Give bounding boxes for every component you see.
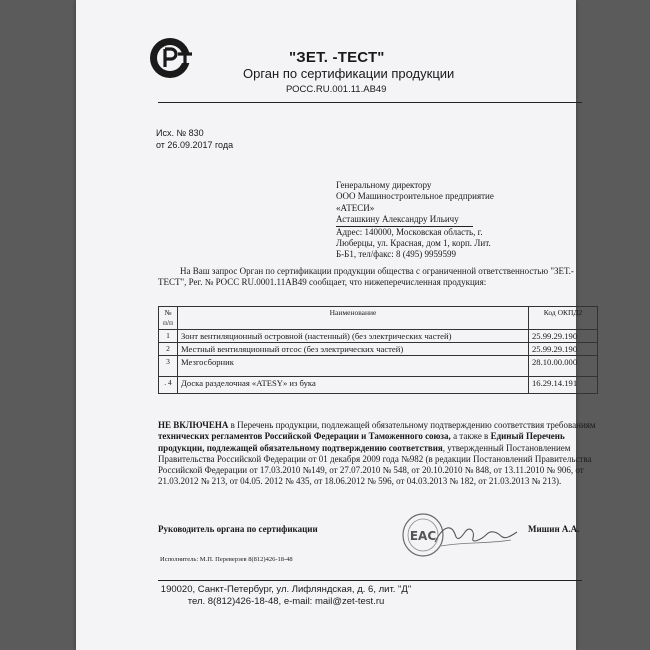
addressee-line: «АТЕСИ» — [336, 202, 375, 213]
addressee-block — [336, 180, 494, 261]
notice-bold-1: НЕ ВКЛЮЧЕНА — [158, 420, 229, 430]
addressee-line: Б-Б1, тел/факс: 8 (495) 9959599 — [336, 249, 456, 260]
row-code: 28.10.00.000 — [529, 356, 598, 377]
row-code: 16.29.14.191 — [529, 377, 598, 394]
notice-bold-3: Единый Перечень продукции, подлежащей обязательному подтверждению соответствия — [158, 431, 565, 453]
intro-paragraph — [158, 266, 578, 288]
org-subtitle: Орган по сертификации продукции — [243, 66, 455, 81]
row-name: Зонт вентиляционный островной (настенный) (без электрических частей) — [178, 330, 529, 343]
addressee-line: Люберцы, ул. Красная, дом 1, корп. Лит. — [336, 238, 491, 249]
notice-bold-2: технических регламентов Российской Федерации и Таможенного союза, — [158, 431, 451, 442]
table-row — [159, 343, 598, 356]
notice-text-1: в Перечень продукции, подлежащей обязательному подтверждению соответствия требованиям — [228, 420, 596, 430]
product-table — [158, 306, 598, 394]
addressee-name: Асташкину Александру Ильичу — [336, 214, 473, 226]
header-code: Код ОКПД2 — [529, 307, 598, 330]
intro-text: На Ваш запрос Орган по сертификации продукции общества с ограниченной ответственностью "ЗЕТ.-ТЕСТ", Рег. № РОСС RU.0001.11АВ49 сообщает, что нижеперечисленная продукция: — [158, 266, 574, 288]
row-name: Доска разделочная «ATESY» из бука — [178, 377, 529, 394]
document-sheet — [76, 0, 596, 650]
row-num: 1 — [159, 330, 178, 343]
signer-title: Руководитель органа по сертификации — [158, 524, 318, 534]
row-name: Мезгосборник — [178, 356, 529, 377]
row-num: 3 — [159, 356, 178, 377]
addressee-line: Генеральному директору — [336, 180, 432, 190]
table-row — [159, 377, 598, 394]
rst-logo-icon — [148, 34, 196, 82]
outgoing-ref — [156, 127, 233, 151]
outgoing-date: от 26.09.2017 года — [156, 140, 234, 150]
addressee-line: Адрес: 140000, Московская область, г. — [336, 226, 483, 237]
row-name: Местный вентиляционный отсос (без электрических частей) — [178, 343, 529, 356]
outgoing-number: Исх. № 830 — [156, 128, 204, 138]
row-num: 2 — [159, 343, 178, 356]
executor-note: Исполнитель: М.П. Переверзев 8(812)426-18-48 — [160, 556, 293, 563]
footer-contacts: тел. 8(812)426-18-48, e-mail: mail@zet-test.ru — [187, 596, 385, 607]
footer-divider — [158, 580, 582, 581]
table-row — [159, 356, 598, 377]
notice-text-2: а также в — [450, 431, 491, 442]
header-name: Наименование — [178, 307, 529, 330]
org-name: "ЗЕТ. -ТЕСТ" — [289, 49, 385, 66]
handwritten-signature — [431, 520, 521, 550]
row-code: 25.99.29.190 — [529, 330, 598, 343]
row-code: 25.99.29.190 — [529, 343, 598, 356]
signer-name: Мишин А.А. — [528, 524, 580, 534]
table-row — [159, 330, 598, 343]
header-divider — [158, 102, 582, 103]
header-num: № п/п — [159, 307, 178, 330]
row-num: . 4 — [159, 377, 178, 394]
notice-text-3: , утвержденный Постановлением Правительства Российской Федерации от 01 декабря 2009 года №982 (в редакции Постановлений Правительства Российской Федерации от 17.03.2010 №149, от 27.07.2010 № 548, от 20.10.2010 № 848, от 13.11.2010 № 906, от 21.03.2012 № 213, от 04.05. 2012 № 435, от 18.06.2012 № 596, от 04.03.2013 № 182, от 21.03.2013 № 213). — [158, 442, 592, 487]
notice-paragraph — [158, 420, 598, 488]
stamp-text: ЕАС — [409, 529, 437, 543]
addressee-line: ООО Машиностроительное предприятие — [336, 191, 494, 202]
table-header-row — [159, 307, 598, 330]
org-registration: РОСС.RU.001.11.АВ49 — [286, 84, 387, 95]
footer-address: 190020, Санкт-Петербург, ул. Лифляндская, д. 6, лит. "Д" — [160, 584, 412, 595]
